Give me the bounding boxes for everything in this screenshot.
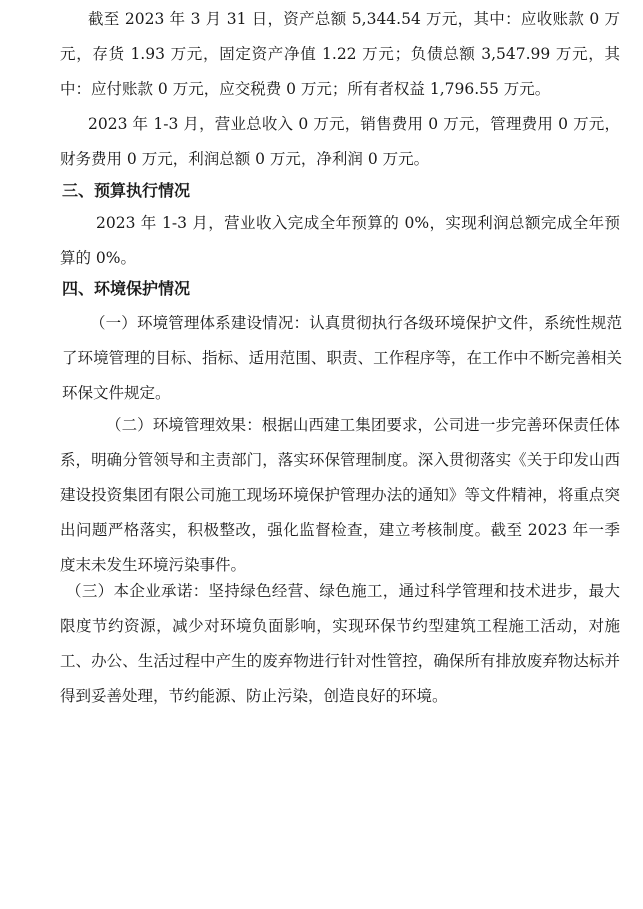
paragraph-env-system: （一）环境管理体系建设情况：认真贯彻执行各级环境保护文件，系统性规范了环境管理的目标、指标、适用范围、职责、工作程序等，在工作中不断完善相关环保文件规定。: [62, 314, 622, 402]
paragraph-assets: 截至 2023 年 3 月 31 日，资产总额 5,344.54 万元，其中：应收账款 0 万元，存货 1.93 万元，固定资产净值 1.22 万元；负债总额 3,547.99 万元，其中：应付账款 0 万元，应交税费 0 万元；所有者权益 1,796.55 万元。: [60, 10, 620, 98]
paragraph-env-effect: （二）环境管理效果：根据山西建工集团要求，公司进一步完善环保责任体系，明确分管领导和主责部门，落实环保管理制度。深入贯彻落实《关于印发山西建设投资集团有限公司施工现场环境保护管理办法的通知》等文件精神，将重点突出问题严格落实，积极整改，强化监督检查，建立考核制度。截至 2023 年一季度末未发生环境污染事件。: [60, 416, 620, 574]
paragraph-budget: 2023 年 1-3 月，营业收入完成全年预算的 0%，实现利润总额完成全年预算的 0%。: [60, 214, 620, 267]
paragraph-commitment: （三）本企业承诺：坚持绿色经营、绿色施工，通过科学管理和技术进步，最大限度节约资源，减少对环境负面影响，实现环保节约型建筑工程施工活动，对施工、办公、生活过程中产生的废弃物进行针对性管控，确保所有排放废弃物达标并得到妥善处理，节约能源、防止污染，创造良好的环境。: [60, 582, 620, 705]
heading-environment: 四、环境保护情况: [62, 279, 191, 298]
heading-budget: 三、预算执行情况: [62, 181, 191, 200]
paragraph-income: 2023 年 1-3 月，营业总收入 0 万元，销售费用 0 万元，管理费用 0 万元，财务费用 0 万元，利润总额 0 万元，净利润 0 万元。: [60, 115, 620, 168]
